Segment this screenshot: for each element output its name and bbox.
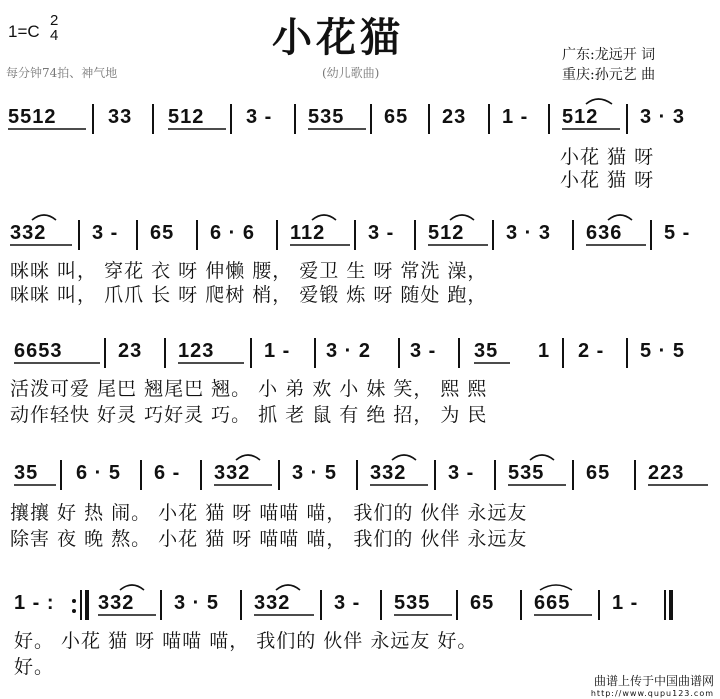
measure: 636 [586,222,623,244]
genre-label: (幼儿歌曲) [322,66,380,80]
measure: 3 - [246,106,273,128]
measure: 3 · 3 [640,106,686,128]
repeat-dot [72,609,76,613]
slur [120,585,144,590]
measure: 3 - [92,222,119,244]
measure: 3 - [334,592,361,614]
tempo-marking: 每分钟74拍、神气地 [6,66,118,80]
measure: 512 [562,106,599,128]
lyric-line-2: 除害 夜 晚 熬。 小花 猫 呀 喵喵 喵， 我们的 伙伴 永远友 [10,528,528,550]
song-title: 小花猫 [272,15,404,61]
measure: 535 [308,106,345,128]
measure: 1 - [264,340,291,362]
measure: 223 [648,462,685,484]
lyric-line-2: 好。 [14,656,55,678]
composer-credit: 重庆:孙元艺 曲 [562,67,656,83]
measure: 1 [538,340,551,362]
measure: 3 · 3 [506,222,552,244]
measure: 6 · 6 [210,222,256,244]
slur [312,215,336,220]
slur [586,99,612,104]
measure: 23 [118,340,143,362]
measure: 3 · 5 [174,592,220,614]
slur [392,455,416,460]
repeat-dot [72,599,76,603]
slur [540,585,572,590]
footer-watermark [591,672,714,698]
measure: 3 - [368,222,395,244]
measure: 5 · 5 [640,340,686,362]
slur [450,215,474,220]
measure: 332 [254,592,291,614]
measure: 5512 [8,106,57,128]
measure: 332 [10,222,47,244]
measure: 6 - [154,462,181,484]
measure: 1 - [502,106,529,128]
measure: 65 [586,462,611,484]
measure: 332 [98,592,135,614]
lyric-line-1: 咪咪 叫， 穿花 衣 呀 伸懒 腰， 爱卫 生 呀 常洗 澡， [10,260,488,282]
measure: 512 [428,222,465,244]
lyricist-credit: 广东:龙远开 词 [562,47,656,63]
measure: 65 [150,222,175,244]
measure: 35 [474,340,499,362]
measure: 123 [178,340,215,362]
lyric-line-2: 咪咪 叫， 爪爪 长 呀 爬树 梢， 爱锻 炼 呀 随处 跑， [10,284,488,306]
slur [32,215,56,220]
measure: 535 [394,592,431,614]
lyric-line-2: 动作轻快 好灵 巧好灵 巧。 抓 老 鼠 有 绝 招， 为 民 [10,404,488,426]
measure: 112 [290,222,326,244]
measure: 35 [14,462,39,484]
footer-site: 曲谱上传于中国曲谱网 [593,674,714,688]
time-signature-bottom: 4 [50,27,59,44]
measure: 5 - [664,222,691,244]
measure: 23 [442,106,467,128]
measure: 65 [470,592,495,614]
measure: 3 · 2 [326,340,372,362]
measure: 1 - : [14,592,55,614]
measure: 65 [384,106,409,128]
measure: 3 - [410,340,437,362]
measure: 3 - [448,462,475,484]
lyric-line-2: 小花 猫 呀 [560,169,655,191]
measure: 6 · 5 [76,462,122,484]
lyric-line-1: 小花 猫 呀 [560,146,655,168]
slur [530,455,554,460]
measure: 512 [168,106,205,128]
measure: 33 [108,106,133,128]
measure: 6653 [14,340,63,362]
slur [236,455,260,460]
measure: 332 [214,462,251,484]
slur [276,585,300,590]
slur [608,215,632,220]
measure: 665 [534,592,571,614]
lyric-line-1: 活泼可爱 尾巴 翘尾巴 翘。 小 弟 欢 小 妹 笑， 熙 熙 [10,378,488,400]
measure: 1 - [612,592,639,614]
footer-url: http://www.qupu123.com [590,689,714,698]
key-signature: 1=C [8,22,40,41]
measure: 332 [370,462,407,484]
measure: 3 · 5 [292,462,338,484]
lyric-line-1: 好。 小花 猫 呀 喵喵 喵， 我们的 伙伴 永远友 好。 [14,630,478,652]
lyric-line-1: 攘攘 好 热 闹。 小花 猫 呀 喵喵 喵， 我们的 伙伴 永远友 [10,502,528,524]
time-signature-top: 2 [50,12,59,29]
measure: 2 - [578,340,605,362]
measure: 535 [508,462,545,484]
